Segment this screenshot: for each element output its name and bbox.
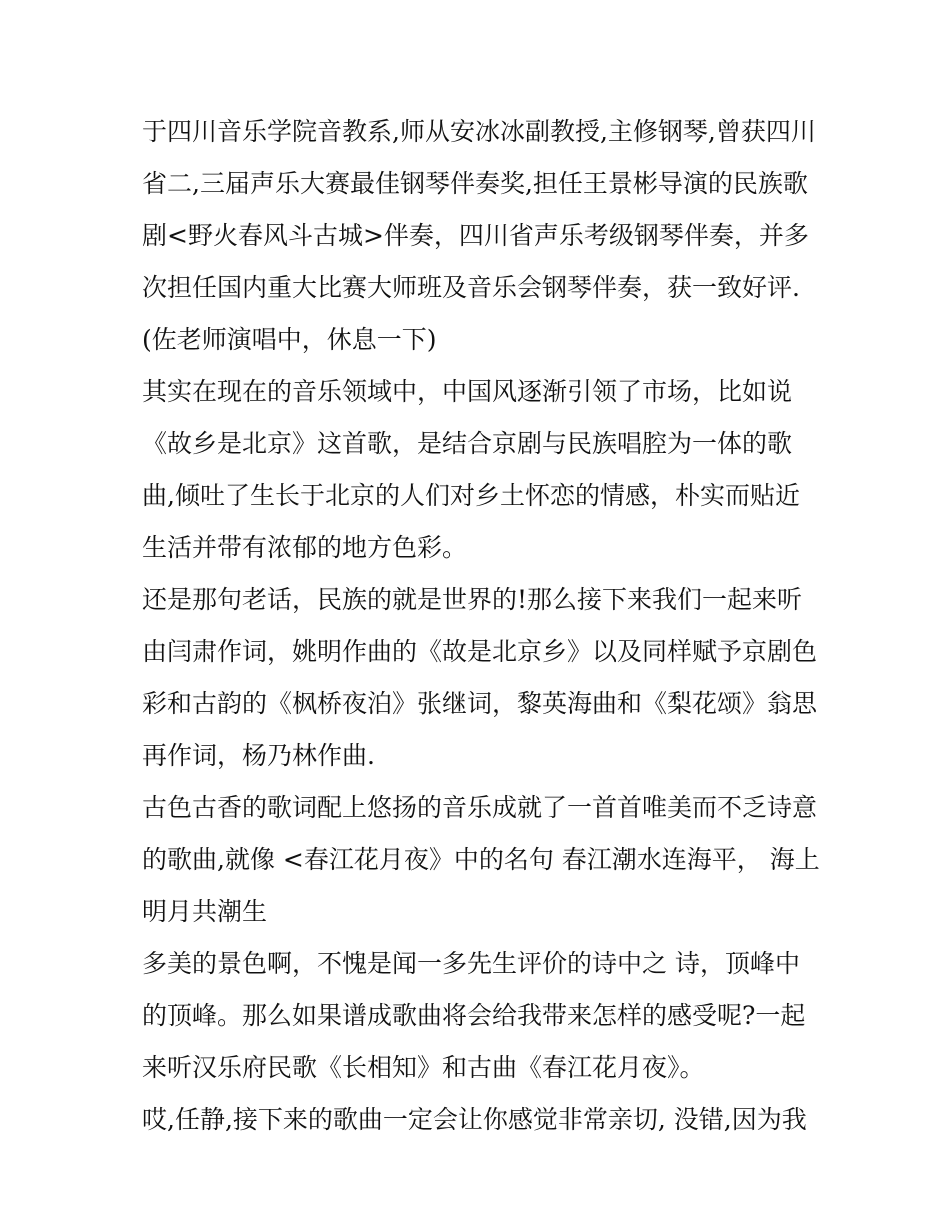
text-line-5: (佐老师演唱中，休息一下)	[142, 325, 437, 354]
text-line-6: 其实在现在的音乐领域中，中国风逐渐引领了市场，比如说	[142, 377, 793, 406]
text-line-18: 的顶峰。那么如果谱成歌曲将会给我带来怎样的感受呢?一起	[142, 1001, 806, 1030]
text-line-13: 再作词，杨乃林作曲.	[142, 741, 375, 770]
text-line-2: 省二,三届声乐大赛最佳钢琴伴奏奖,担任王景彬导演的民族歌	[142, 169, 808, 198]
text-line-7: 《故乡是北京》这首歌，是结合京剧与民族唱腔为一体的歌	[142, 429, 793, 458]
text-line-15: 的歌曲,就像 <春江花月夜》中的名句 春江潮水连海平， 海上	[142, 845, 820, 874]
text-line-10: 还是那句老话，民族的就是世界的!那么接下来我们一起来听	[142, 585, 803, 614]
text-line-1: 于四川音乐学院音教系,师从安冰冰副教授,主修钢琴,曾获四川	[142, 117, 816, 146]
text-line-3: 剧<野火春风斗古城>伴奏，四川省声乐考级钢琴伴奏，并多	[142, 221, 809, 250]
text-line-19: 来听汉乐府民歌《长相知》和古曲《春江花月夜》。	[142, 1053, 705, 1082]
text-line-4: 次担任国内重大比赛大师班及音乐会钢琴伴奏，获一致好评.	[142, 273, 800, 302]
document-body	[142, 106, 822, 1146]
text-line-11: 由闫肃作词，姚明作曲的《故是北京乡》以及同样赋予京剧色	[142, 637, 818, 666]
text-line-8: 曲,倾吐了生长于北京的人们对乡土怀恋的情感，朴实而贴近	[142, 481, 800, 510]
text-line-20: 哎,任静,接下来的歌曲一定会让你感觉非常亲切, 没错,因为我	[142, 1105, 807, 1134]
text-line-17: 多美的景色啊，不愧是闻一多先生评价的诗中之 诗，顶峰中	[142, 949, 800, 978]
text-line-14: 古色古香的歌词配上悠扬的音乐成就了一首首唯美而不乏诗意	[142, 793, 818, 822]
text-line-12: 彩和古韵的《枫桥夜泊》张继词，黎英海曲和《梨花颂》翁思	[142, 689, 818, 718]
text-line-16: 明月共潮生	[142, 897, 268, 926]
text-line-9: 生活并带有浓郁的地方色彩。	[142, 533, 468, 562]
